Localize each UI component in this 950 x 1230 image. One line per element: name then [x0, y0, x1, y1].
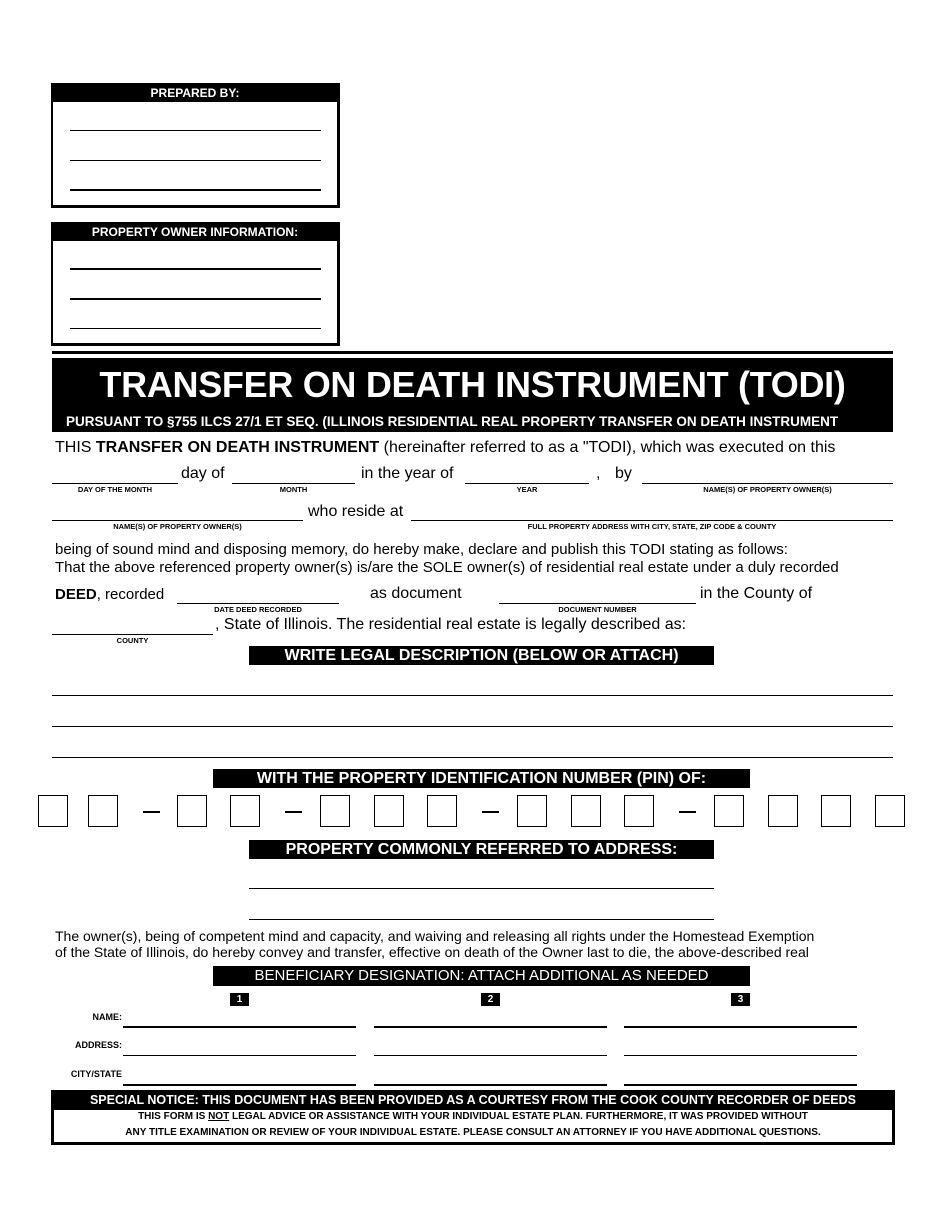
as-document-text: as document	[370, 585, 462, 602]
beneficiary-banner: BENEFICIARY DESIGNATION: ATTACH ADDITIONAL AS NEEDED	[213, 966, 750, 986]
pin-box-13[interactable]	[821, 795, 851, 827]
beneficiary-2-name-field[interactable]	[374, 1026, 607, 1028]
special-notice-line-2: ANY TITLE EXAMINATION OR REVIEW OF YOUR INDIVIDUAL ESTATE. PLEASE CONSULT AN ATTORNEY IF YOU HAVE ADDITIONAL QUESTIONS.	[125, 1127, 821, 1138]
owner-name-field-2[interactable]	[52, 520, 303, 521]
title-rule	[52, 351, 893, 354]
beneficiary-name-label: NAME:	[92, 1012, 122, 1022]
special-notice-line-1	[54, 1111, 892, 1122]
pin-box-8[interactable]	[517, 795, 547, 827]
intro-line	[55, 439, 835, 457]
in-year-of-text: in the year of	[361, 465, 454, 482]
pin-box-5[interactable]	[320, 795, 350, 827]
county-field[interactable]	[52, 634, 213, 635]
by-text: by	[615, 465, 632, 482]
beneficiary-number-3: 3	[731, 993, 750, 1006]
pin-box-11[interactable]	[714, 795, 744, 827]
beneficiary-3-city-field[interactable]	[624, 1084, 857, 1086]
property-address-caption: FULL PROPERTY ADDRESS WITH CITY, STATE, ZIP CODE & COUNTY	[527, 522, 777, 531]
pin-box-1[interactable]	[38, 795, 68, 827]
owner-info-title: PROPERTY OWNER INFORMATION:	[53, 224, 337, 241]
sole-owner-paragraph: That the above referenced property owner(s) is/are the SOLE owner(s) of residential real estate under a duly recorded	[55, 559, 839, 576]
owner-name-caption-2: NAME(S) OF PROPERTY OWNER(S)	[113, 522, 242, 531]
intro-rest: (hereinafter referred to as a "TODI), which was executed on this	[383, 439, 836, 456]
prepared-by-line-3[interactable]	[70, 189, 321, 191]
prepared-by-line-2[interactable]	[70, 160, 321, 161]
beneficiary-2-city-field[interactable]	[374, 1084, 607, 1086]
beneficiary-1-city-field[interactable]	[123, 1084, 356, 1086]
legal-description-banner: WRITE LEGAL DESCRIPTION (BELOW OR ATTACH)	[249, 646, 714, 665]
beneficiary-city-state-label: CITY/STATE	[70, 1069, 122, 1079]
notice-not: NOT	[208, 1111, 230, 1122]
date-recorded-caption: DATE DEED RECORDED	[214, 605, 302, 614]
pin-dash-1	[143, 811, 160, 813]
pin-dash-4	[679, 811, 696, 813]
pin-box-4[interactable]	[230, 795, 260, 827]
owner-info-line-1[interactable]	[70, 268, 321, 270]
recorded-text: , recorded	[96, 586, 165, 603]
legal-description-line-2[interactable]	[52, 726, 893, 727]
beneficiary-number-1: 1	[230, 993, 249, 1006]
legal-description-line-3[interactable]	[52, 757, 893, 758]
beneficiary-3-address-field[interactable]	[624, 1055, 857, 1056]
day-caption: DAY OF THE MONTH	[77, 485, 153, 494]
convey-line-2: of the State of Illinois, do hereby convey and transfer, effective on death of the Owner last to die, the above-described real	[55, 944, 809, 960]
state-illinois-text: , State of Illinois. The residential real estate is legally described as:	[215, 616, 687, 633]
intro-todi-bold: TRANSFER ON DEATH INSTRUMENT	[95, 439, 380, 456]
property-address-field[interactable]	[411, 520, 893, 521]
day-of-text: day of	[181, 465, 225, 482]
who-reside-at-text: who reside at	[308, 503, 404, 520]
month-field[interactable]	[232, 483, 355, 484]
day-field[interactable]	[52, 483, 178, 484]
intro-this: THIS	[55, 439, 92, 456]
beneficiary-address-label: ADDRESS:	[74, 1040, 122, 1050]
beneficiary-number-2: 2	[481, 993, 500, 1006]
pin-box-6[interactable]	[374, 795, 404, 827]
document-number-field[interactable]	[499, 603, 696, 604]
deed-recorded-text	[55, 586, 164, 603]
month-caption: MONTH	[279, 485, 308, 494]
pin-dash-2	[285, 811, 302, 813]
convey-line-1: The owner(s), being of competent mind and capacity, and waiving and releasing all rights under the Homestead Exemption	[55, 928, 815, 944]
notice-line1-post: LEGAL ADVICE OR ASSISTANCE WITH YOUR INDIVIDUAL ESTATE PLAN. FURTHERMORE, IT WAS PROVIDED WITHOUT	[231, 1111, 808, 1122]
deed-bold: DEED	[55, 586, 97, 603]
owner-info-line-3[interactable]	[70, 328, 321, 329]
owner-name-field-1[interactable]	[642, 483, 893, 484]
county-caption: COUNTY	[116, 636, 149, 645]
special-notice-box	[51, 1090, 895, 1145]
sound-mind-paragraph: being of sound mind and disposing memory, do hereby make, declare and publish this TODI stating as follows:	[55, 541, 788, 558]
pin-box-7[interactable]	[427, 795, 457, 827]
special-notice-title: SPECIAL NOTICE: THIS DOCUMENT HAS BEEN PROVIDED AS A COURTESY FROM THE COOK COUNTY RECORDER OF DEEDS	[54, 1090, 892, 1110]
prepared-by-title: PREPARED BY:	[53, 85, 337, 102]
pin-box-2[interactable]	[88, 795, 118, 827]
pin-box-10[interactable]	[624, 795, 654, 827]
title-block	[52, 358, 893, 432]
pin-box-9[interactable]	[571, 795, 601, 827]
beneficiary-1-name-field[interactable]	[123, 1026, 356, 1028]
legal-description-line-1[interactable]	[52, 695, 893, 696]
pin-box-14[interactable]	[875, 795, 905, 827]
pin-box-3[interactable]	[177, 795, 207, 827]
beneficiary-1-address-field[interactable]	[123, 1055, 356, 1056]
owner-name-caption-1: NAME(S) OF PROPERTY OWNER(S)	[703, 485, 832, 494]
beneficiary-2-address-field[interactable]	[374, 1055, 607, 1056]
pin-banner: WITH THE PROPERTY IDENTIFICATION NUMBER (PIN) OF:	[213, 769, 750, 788]
common-address-banner: PROPERTY COMMONLY REFERRED TO ADDRESS:	[249, 840, 714, 859]
notice-line1-pre: THIS FORM IS	[138, 1111, 206, 1122]
owner-info-line-2[interactable]	[70, 298, 321, 300]
document-number-caption: DOCUMENT NUMBER	[558, 605, 637, 614]
year-caption: YEAR	[516, 485, 538, 494]
date-recorded-field[interactable]	[177, 603, 339, 604]
pin-box-12[interactable]	[768, 795, 798, 827]
document-subtitle: PURSUANT TO §755 ILCS 27/1 ET SEQ. (ILLINOIS RESIDENTIAL REAL PROPERTY TRANSFER ON DEATH INSTRUMENT	[66, 414, 839, 429]
common-address-line-2[interactable]	[249, 919, 714, 920]
common-address-line-1[interactable]	[249, 888, 714, 889]
in-county-text: in the County of	[700, 585, 813, 602]
pin-dash-3	[482, 811, 499, 813]
prepared-by-line-1[interactable]	[70, 130, 321, 131]
document-title: TRANSFER ON DEATH INSTRUMENT (TODI)	[99, 364, 846, 405]
beneficiary-3-name-field[interactable]	[624, 1026, 857, 1028]
year-field[interactable]	[465, 483, 589, 484]
comma-text: ,	[596, 465, 601, 482]
